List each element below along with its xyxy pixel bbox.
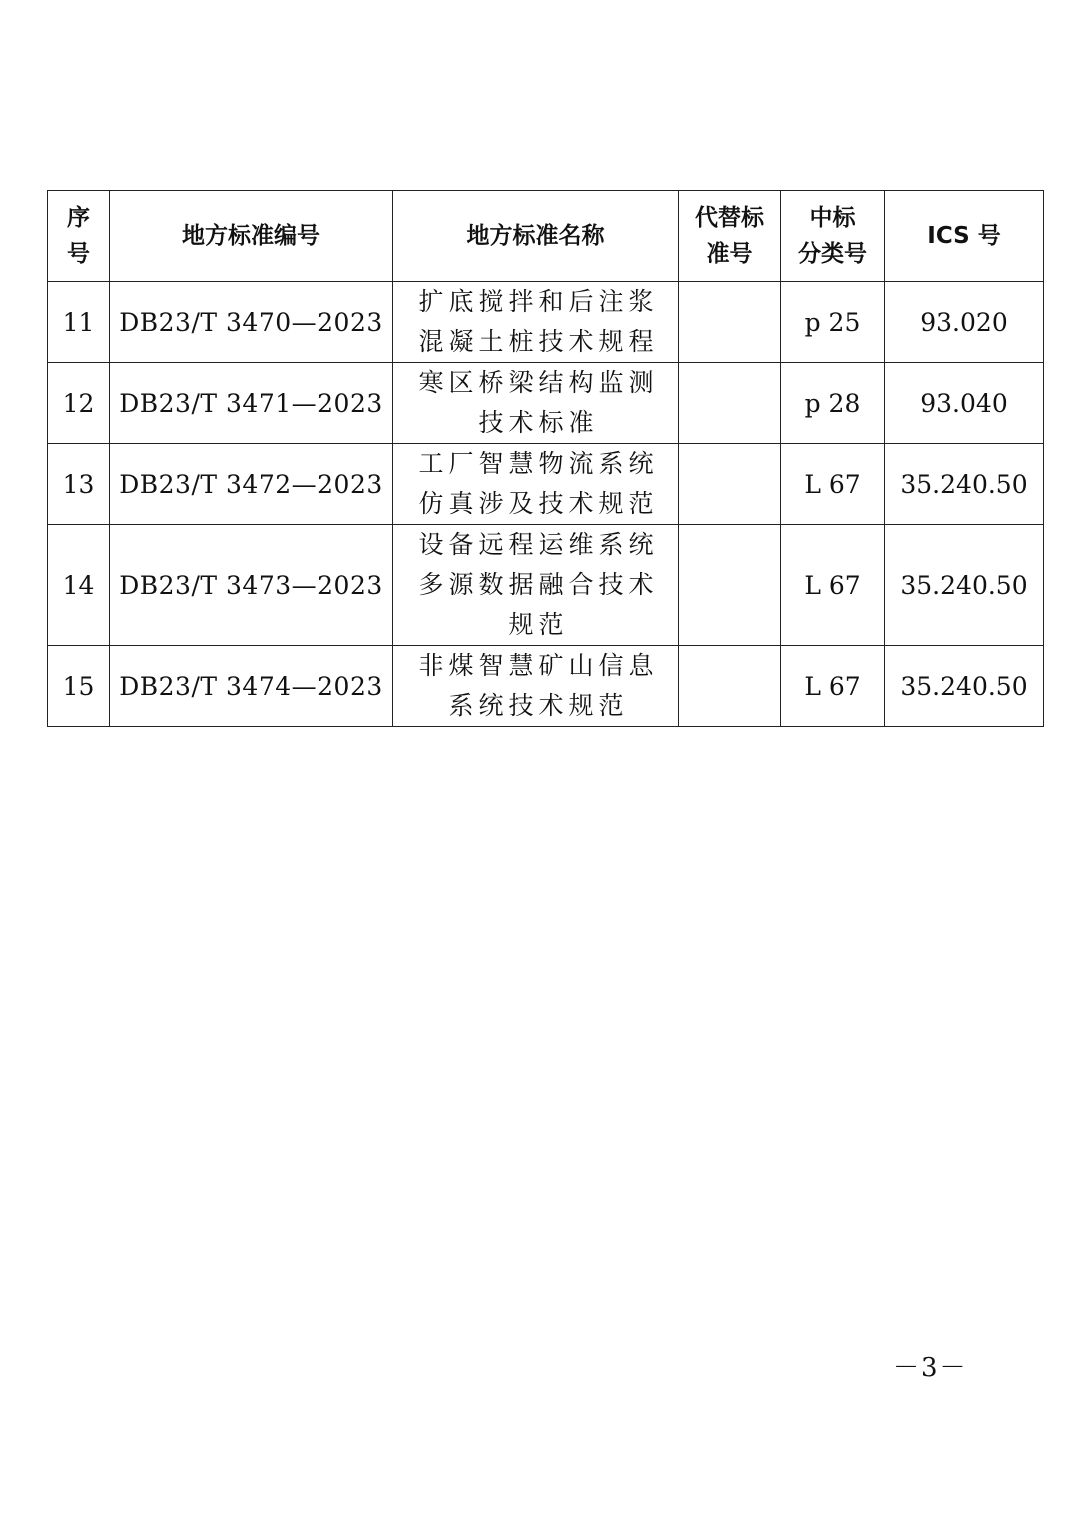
cell-name: 工厂智慧物流系统仿真涉及技术规范 (393, 444, 679, 525)
cell-code: DB23/T 3474—2023 (110, 646, 393, 727)
cell-seq: 13 (48, 444, 110, 525)
table-row (48, 525, 1044, 646)
cell-replaced (679, 525, 781, 646)
header-ccs-text: 中标 分类号 (798, 205, 867, 267)
cell-ics: 93.020 (885, 282, 1044, 363)
cell-ics: 35.240.50 (885, 646, 1044, 727)
cell-ccs: L 67 (781, 525, 885, 646)
cell-replaced (679, 282, 781, 363)
header-ics: ICS 号 (885, 191, 1044, 282)
cell-ics: 35.240.50 (885, 525, 1044, 646)
cell-name: 扩底搅拌和后注浆混凝土桩技术规程 (393, 282, 679, 363)
cell-replaced (679, 646, 781, 727)
cell-seq: 11 (48, 282, 110, 363)
header-code: 地方标准编号 (110, 191, 393, 282)
cell-code: DB23/T 3470—2023 (110, 282, 393, 363)
cell-name: 寒区桥梁结构监测技术标准 (393, 363, 679, 444)
cell-ccs: L 67 (781, 444, 885, 525)
cell-seq: 15 (48, 646, 110, 727)
table-row (48, 444, 1044, 525)
cell-replaced (679, 444, 781, 525)
header-name: 地方标准名称 (393, 191, 679, 282)
cell-ccs: L 67 (781, 646, 885, 727)
cell-replaced (679, 363, 781, 444)
cell-name: 设备远程运维系统多源数据融合技术规范 (393, 525, 679, 646)
cell-seq: 14 (48, 525, 110, 646)
table-header-row (48, 191, 1044, 282)
cell-code: DB23/T 3471—2023 (110, 363, 393, 444)
cell-ccs: p 28 (781, 363, 885, 444)
cell-ccs: p 25 (781, 282, 885, 363)
header-seq: 序号 (48, 191, 110, 282)
cell-seq: 12 (48, 363, 110, 444)
table-body (48, 282, 1044, 727)
table-row (48, 363, 1044, 444)
standards-table (47, 190, 1044, 727)
header-replaced: 代替标准号 (679, 191, 781, 282)
cell-code: DB23/T 3472—2023 (110, 444, 393, 525)
cell-name: 非煤智慧矿山信息系统技术规范 (393, 646, 679, 727)
table-row (48, 646, 1044, 727)
cell-ics: 93.040 (885, 363, 1044, 444)
cell-ics: 35.240.50 (885, 444, 1044, 525)
cell-code: DB23/T 3473—2023 (110, 525, 393, 646)
header-ccs (781, 191, 885, 282)
table-row (48, 282, 1044, 363)
page-number: －3－ (893, 1353, 968, 1383)
